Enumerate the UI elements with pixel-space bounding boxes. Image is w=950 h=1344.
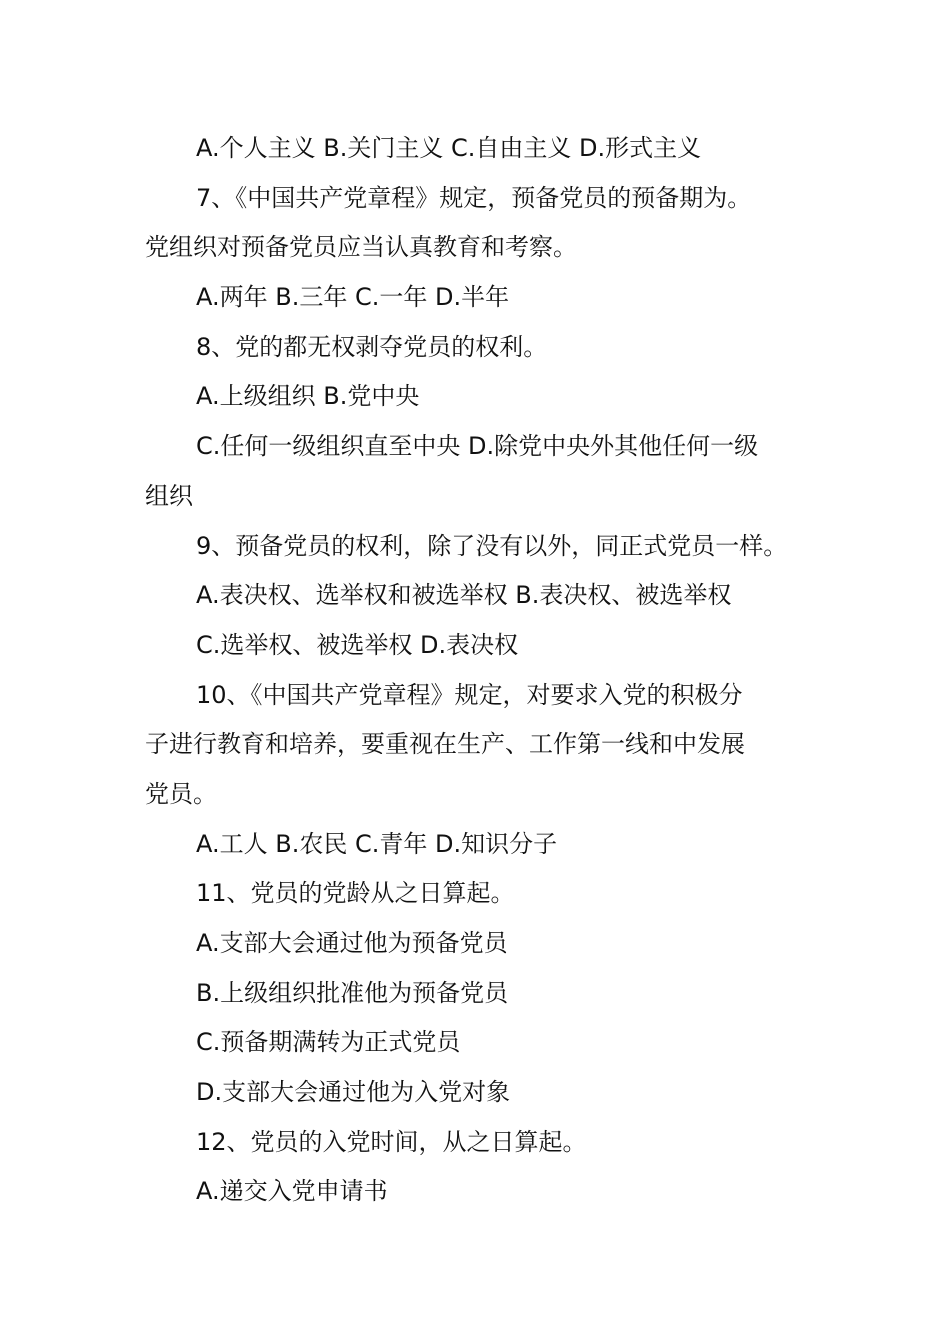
question-line: 12、党员的入党时间，从之日算起。 bbox=[196, 1127, 587, 1156]
option-line: B.上级组织批准他为预备党员 bbox=[196, 978, 509, 1007]
question-line: 11、党员的党龄从之日算起。 bbox=[196, 879, 515, 908]
option-line: C.预备期满转为正式党员 bbox=[196, 1028, 461, 1057]
option-line: A.支部大会通过他为预备党员 bbox=[196, 929, 508, 957]
option-line: C.任何一级组织直至中央 D.除党中央外其他任何一级 bbox=[196, 432, 759, 461]
option-line: A.表决权、选举权和被选举权 B.表决权、被选举权 bbox=[196, 581, 732, 610]
question-continuation: 子进行教育和培养，要重视在生产、工作第一线和中发展 bbox=[145, 730, 745, 759]
question-line: 10、《中国共产党章程》规定，对要求入党的积极分 bbox=[196, 680, 743, 709]
option-line: D.支部大会通过他为入党对象 bbox=[196, 1078, 511, 1107]
option-line: A.上级组织 B.党中央 bbox=[196, 382, 420, 411]
document-body bbox=[145, 124, 810, 1217]
question-continuation: 党员。 bbox=[145, 779, 217, 808]
question-continuation: 党组织对预备党员应当认真教育和考察。 bbox=[145, 233, 577, 262]
question-line: 8、党的都无权剥夺党员的权利。 bbox=[196, 332, 548, 361]
option-line: C.选举权、被选举权 D.表决权 bbox=[196, 630, 519, 659]
question-line: 9、预备党员的权利，除了没有以外，同正式党员一样。 bbox=[196, 531, 788, 560]
option-line: A.两年 B.三年 C.一年 D.半年 bbox=[196, 283, 510, 312]
option-continuation: 组织 bbox=[145, 481, 193, 510]
option-line: A.个人主义 B.关门主义 C.自由主义 D.形式主义 bbox=[196, 134, 702, 162]
option-line: A.递交入党申请书 bbox=[196, 1177, 388, 1206]
question-line: 7、《中国共产党章程》规定，预备党员的预备期为。 bbox=[196, 183, 752, 212]
option-line: A.工人 B.农民 C.青年 D.知识分子 bbox=[196, 829, 558, 858]
